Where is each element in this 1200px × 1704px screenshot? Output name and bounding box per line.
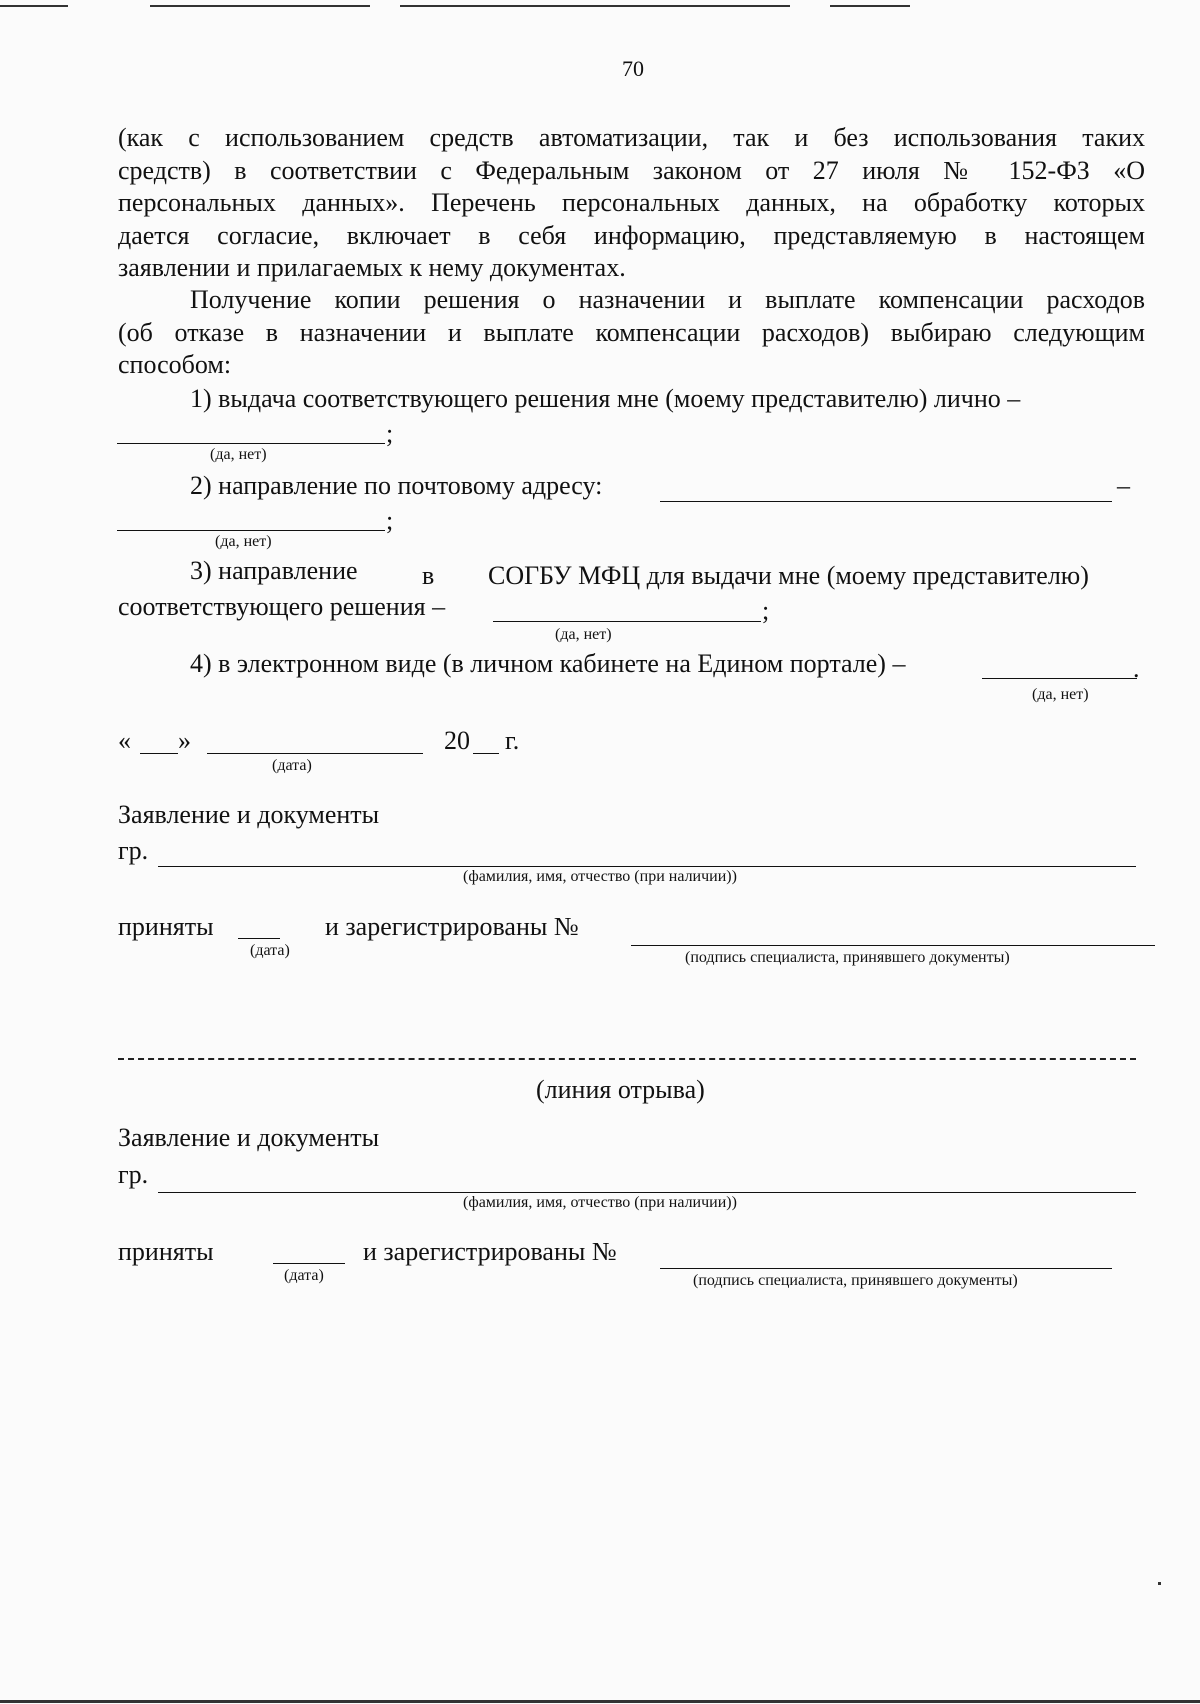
option-2-answer-line[interactable] xyxy=(117,530,385,531)
receipt-1-date-line[interactable] xyxy=(238,938,280,939)
receipt-1-date-caption: (дата) xyxy=(250,942,290,959)
intro-line: заявлении и прилагаемых к нему документах. xyxy=(118,253,626,283)
option-4-period: . xyxy=(1133,654,1140,683)
option-2-dash: – xyxy=(1117,471,1130,500)
date-close-quote: » xyxy=(178,726,191,755)
scan-edge-mark xyxy=(0,1700,1200,1703)
method-line: Получение копии решения о назначении и выплате компенсации расходов xyxy=(190,285,1145,314)
tear-line-label: (линия отрыва) xyxy=(536,1075,705,1104)
date-month-line[interactable] xyxy=(207,753,423,754)
option-3-text-b: в xyxy=(422,561,435,590)
option-1-caption: (да, нет) xyxy=(210,446,267,463)
receipt-1-citizen-prefix: гр. xyxy=(118,836,149,865)
intro-line: (как с использованием средств автоматизации, так и без использования таких xyxy=(118,123,1145,152)
option-3-semicolon: ; xyxy=(762,596,770,625)
date-year-line[interactable] xyxy=(473,753,499,754)
method-line: способом: xyxy=(118,350,232,380)
intro-line: средств) в соответствии с Федеральным законом от 27 июля № 152-ФЗ «О xyxy=(118,155,1145,185)
method-paragraph xyxy=(118,284,1145,382)
option-4-text: 4) в электронном виде (в личном кабинете на Едином портале) – xyxy=(190,649,906,678)
page-number: 70 xyxy=(622,56,644,81)
intro-line: персональных данных». Перечень персональных данных, на обработку которых xyxy=(118,188,1145,218)
postal-address-line[interactable] xyxy=(660,501,1112,502)
receipt-2-citizen-prefix: гр. xyxy=(118,1160,149,1189)
receipt-1-fio-caption: (фамилия, имя, отчество (при наличии)) xyxy=(463,868,737,885)
option-3-text-c: СОГБУ МФЦ для выдачи мне (моему представителю) xyxy=(488,561,1089,590)
option-1-text: 1) выдача соответствующего решения мне (моему представителю) лично – xyxy=(190,384,1021,413)
receipt-2-fio-line[interactable] xyxy=(158,1192,1136,1193)
option-4-caption: (да, нет) xyxy=(1032,686,1089,703)
receipt-2-accepted: приняты xyxy=(118,1237,214,1266)
receipt-2-date-caption: (дата) xyxy=(284,1267,324,1284)
scan-edge-mark xyxy=(400,5,790,7)
scan-edge-mark xyxy=(0,5,68,7)
option-3-text-d: соответствующего решения – xyxy=(118,592,446,621)
option-2-caption: (да, нет) xyxy=(215,533,272,550)
option-3-caption: (да, нет) xyxy=(555,626,612,643)
receipt-1-registered: и зарегистрированы № xyxy=(325,912,579,941)
option-2-text: 2) направление по почтовому адресу: xyxy=(190,471,603,500)
receipt-2-fio-caption: (фамилия, имя, отчество (при наличии)) xyxy=(463,1194,737,1211)
receipt-1-signature-caption: (подпись специалиста, принявшего документы) xyxy=(685,949,1010,966)
option-3-answer-line[interactable] xyxy=(493,621,761,622)
receipt-1-accepted: приняты xyxy=(118,912,214,941)
date-day-line[interactable] xyxy=(140,753,178,754)
receipt-2-signature-caption: (подпись специалиста, принявшего документы) xyxy=(693,1272,1018,1289)
option-4-answer-line[interactable] xyxy=(982,678,1137,679)
receipt-1-fio-line[interactable] xyxy=(158,866,1136,867)
receipt-2-registered: и зарегистрированы № xyxy=(363,1237,617,1266)
receipt-2-signature-line[interactable] xyxy=(660,1268,1112,1269)
scan-edge-mark xyxy=(830,5,910,7)
method-line: (об отказе в назначении и выплате компенсации расходов) выбираю следующим xyxy=(118,317,1145,347)
receipt-2-heading: Заявление и документы xyxy=(118,1123,380,1152)
date-open-quote: « xyxy=(118,726,131,755)
receipt-1-heading: Заявление и документы xyxy=(118,800,380,829)
intro-line: дается согласие, включает в себя информацию, представляемую в настоящем xyxy=(118,220,1145,250)
date-year-suffix: г. xyxy=(505,726,520,755)
option-3-text-a: 3) направление xyxy=(190,556,358,585)
option-1-semicolon: ; xyxy=(386,419,394,448)
date-caption: (дата) xyxy=(272,757,312,774)
tear-line xyxy=(118,1058,1136,1060)
receipt-2-date-line[interactable] xyxy=(273,1263,345,1264)
option-2-semicolon: ; xyxy=(386,506,394,535)
scan-edge-mark xyxy=(150,5,370,7)
intro-paragraph xyxy=(118,122,1145,285)
scan-speck xyxy=(1158,1582,1161,1585)
receipt-1-signature-line[interactable] xyxy=(631,945,1155,946)
option-1-answer-line[interactable] xyxy=(117,443,385,444)
date-year-prefix: 20 xyxy=(444,726,470,755)
